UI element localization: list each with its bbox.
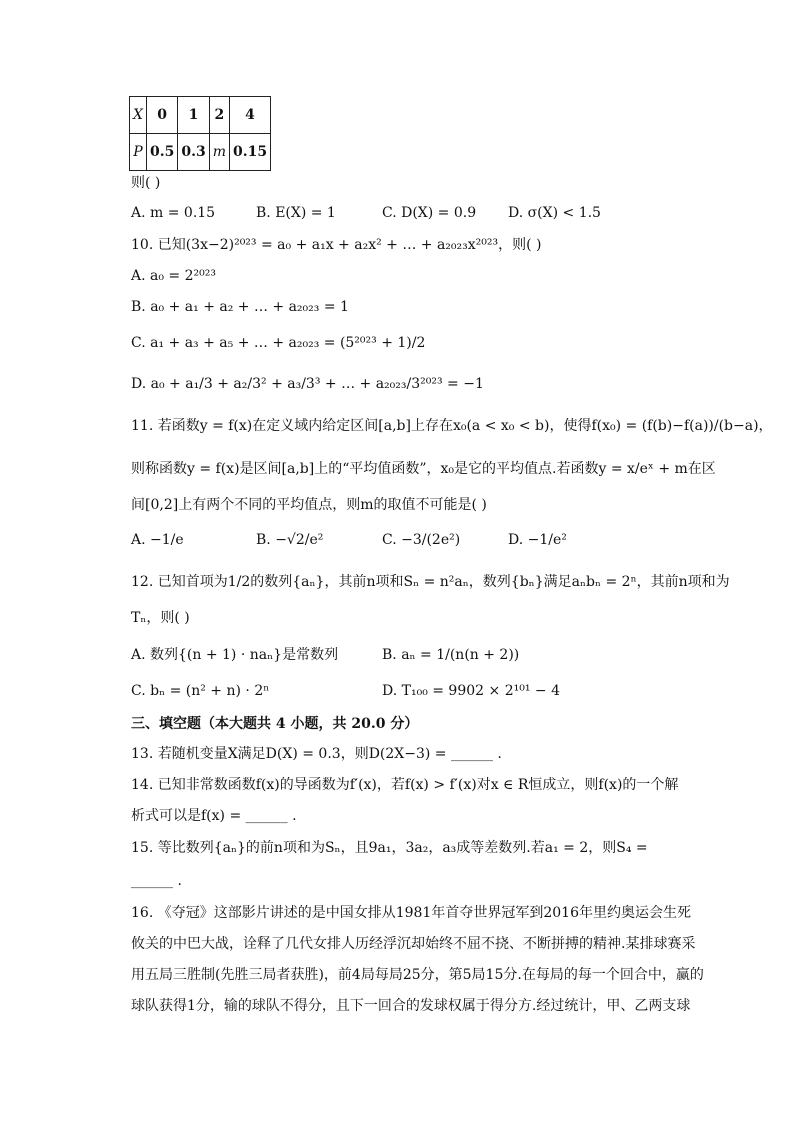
q11-line-3: 间[0,2]上有两个不同的平均值点，则m的取值不可能是( ) [131, 497, 487, 513]
q15-line-1: 15. 等比数列{aₙ}的前n项和为Sₙ，且9a₁，3a₂，a₃成等差数列.若a₁ = 2，则S₄ = [131, 840, 648, 856]
table-cell: X [130, 97, 147, 134]
q16-line-1: 16. 《夺冠》这部影片讲述的是中国女排从1981年首夺世界冠军到2016年里约奥运会生死 [131, 905, 691, 921]
q12-option-c: C. bₙ = (n² + n) · 2ⁿ [131, 683, 270, 699]
q11-option-a: A. −1/e [131, 532, 184, 548]
table-cell: 2 [209, 97, 229, 134]
q11-line-2: 则称函数y = f(x)是区间[a,b]上的“平均值函数”，x₀是它的平均值点.若函数y = x/eˣ + m在区 [131, 461, 716, 477]
q10-option-b: B. a₀ + a₁ + a₂ + … + a₂₀₂₃ = 1 [131, 299, 349, 315]
q13-line: 13. 若随机变量X满足D(X) = 0.3，则D(2X−3) = ______ . [131, 746, 502, 762]
table-cell: 0.5 [146, 134, 177, 171]
table-cell: m [209, 134, 229, 171]
table-cell: 0.3 [178, 134, 209, 171]
q10-option-d: D. a₀ + a₁/3 + a₂/3² + a₃/3³ + … + a₂₀₂₃/3²⁰²³ = −1 [131, 376, 484, 392]
section-heading-fill-in: 三、填空题（本大题共 4 小题，共 20.0 分） [131, 716, 419, 732]
table-cell: 0 [146, 97, 177, 134]
table-row [130, 97, 271, 134]
q15-line-2: ______ . [131, 873, 182, 889]
q14-line-2: 析式可以是f(x) = ______ . [131, 808, 297, 824]
q12-option-d: D. T₁₀₀ = 9902 × 2¹⁰¹ − 4 [382, 683, 560, 699]
q16-line-2: 攸关的中巴大战，诠释了几代女排人历经浮沉却始终不屈不挠、不断拼搏的精神.某排球赛采 [131, 936, 696, 952]
q9-option-b: B. E(X) = 1 [256, 205, 336, 221]
q9-option-d: D. σ(X) < 1.5 [508, 205, 601, 221]
q11-option-c: C. −3/(2e²) [382, 532, 461, 548]
q9-option-c: C. D(X) = 0.9 [382, 205, 477, 221]
q10-option-c: C. a₁ + a₃ + a₅ + … + a₂₀₂₃ = (5²⁰²³ + 1)/2 [131, 335, 426, 351]
q11-option-d: D. −1/e² [508, 532, 567, 548]
table-cell: P [130, 134, 147, 171]
q11-line-1: 11. 若函数y = f(x)在定义域内给定区间[a,b]上存在x₀(a < x₀ < b)，使得f(x₀) = (f(b)−f(a))/(b−a)， [131, 418, 773, 434]
q14-line-1: 14. 已知非常数函数f(x)的导函数为f′(x)，若f(x) > f′(x)对x ∈ R恒成立，则f(x)的一个解 [131, 777, 679, 793]
q12-option-a: A. 数列{(n + 1) · naₙ}是常数列 [131, 647, 339, 663]
q12-line-1: 12. 已知首项为1/2的数列{aₙ}，其前n项和Sₙ = n²aₙ，数列{bₙ}满足aₙbₙ = 2ⁿ，其前n项和为 [131, 574, 730, 590]
q11-option-b: B. −√2/e² [256, 532, 324, 548]
q9-option-a: A. m = 0.15 [131, 205, 216, 221]
table-row [130, 134, 271, 171]
q16-line-3: 用五局三胜制(先胜三局者获胜)，前4局每局25分，第5局15分.在每局的每一个回合中，赢的 [131, 967, 704, 983]
q9-stem: 则( ) [131, 175, 161, 191]
q10-option-a: A. a₀ = 2²⁰²³ [131, 268, 216, 284]
distribution-table [129, 96, 271, 171]
table-cell: 4 [229, 97, 270, 134]
table-cell: 0.15 [229, 134, 270, 171]
q10-stem: 10. 已知(3x−2)²⁰²³ = a₀ + a₁x + a₂x² + … + a₂₀₂₃x²⁰²³，则( ) [131, 237, 542, 253]
q12-line-2: Tₙ，则( ) [131, 610, 190, 626]
q16-line-4: 球队获得1分，输的球队不得分，且下一回合的发球权属于得分方.经过统计，甲、乙两支球 [131, 998, 691, 1014]
q12-option-b: B. aₙ = 1/(n(n + 2)) [382, 647, 520, 663]
table-cell: 1 [178, 97, 209, 134]
